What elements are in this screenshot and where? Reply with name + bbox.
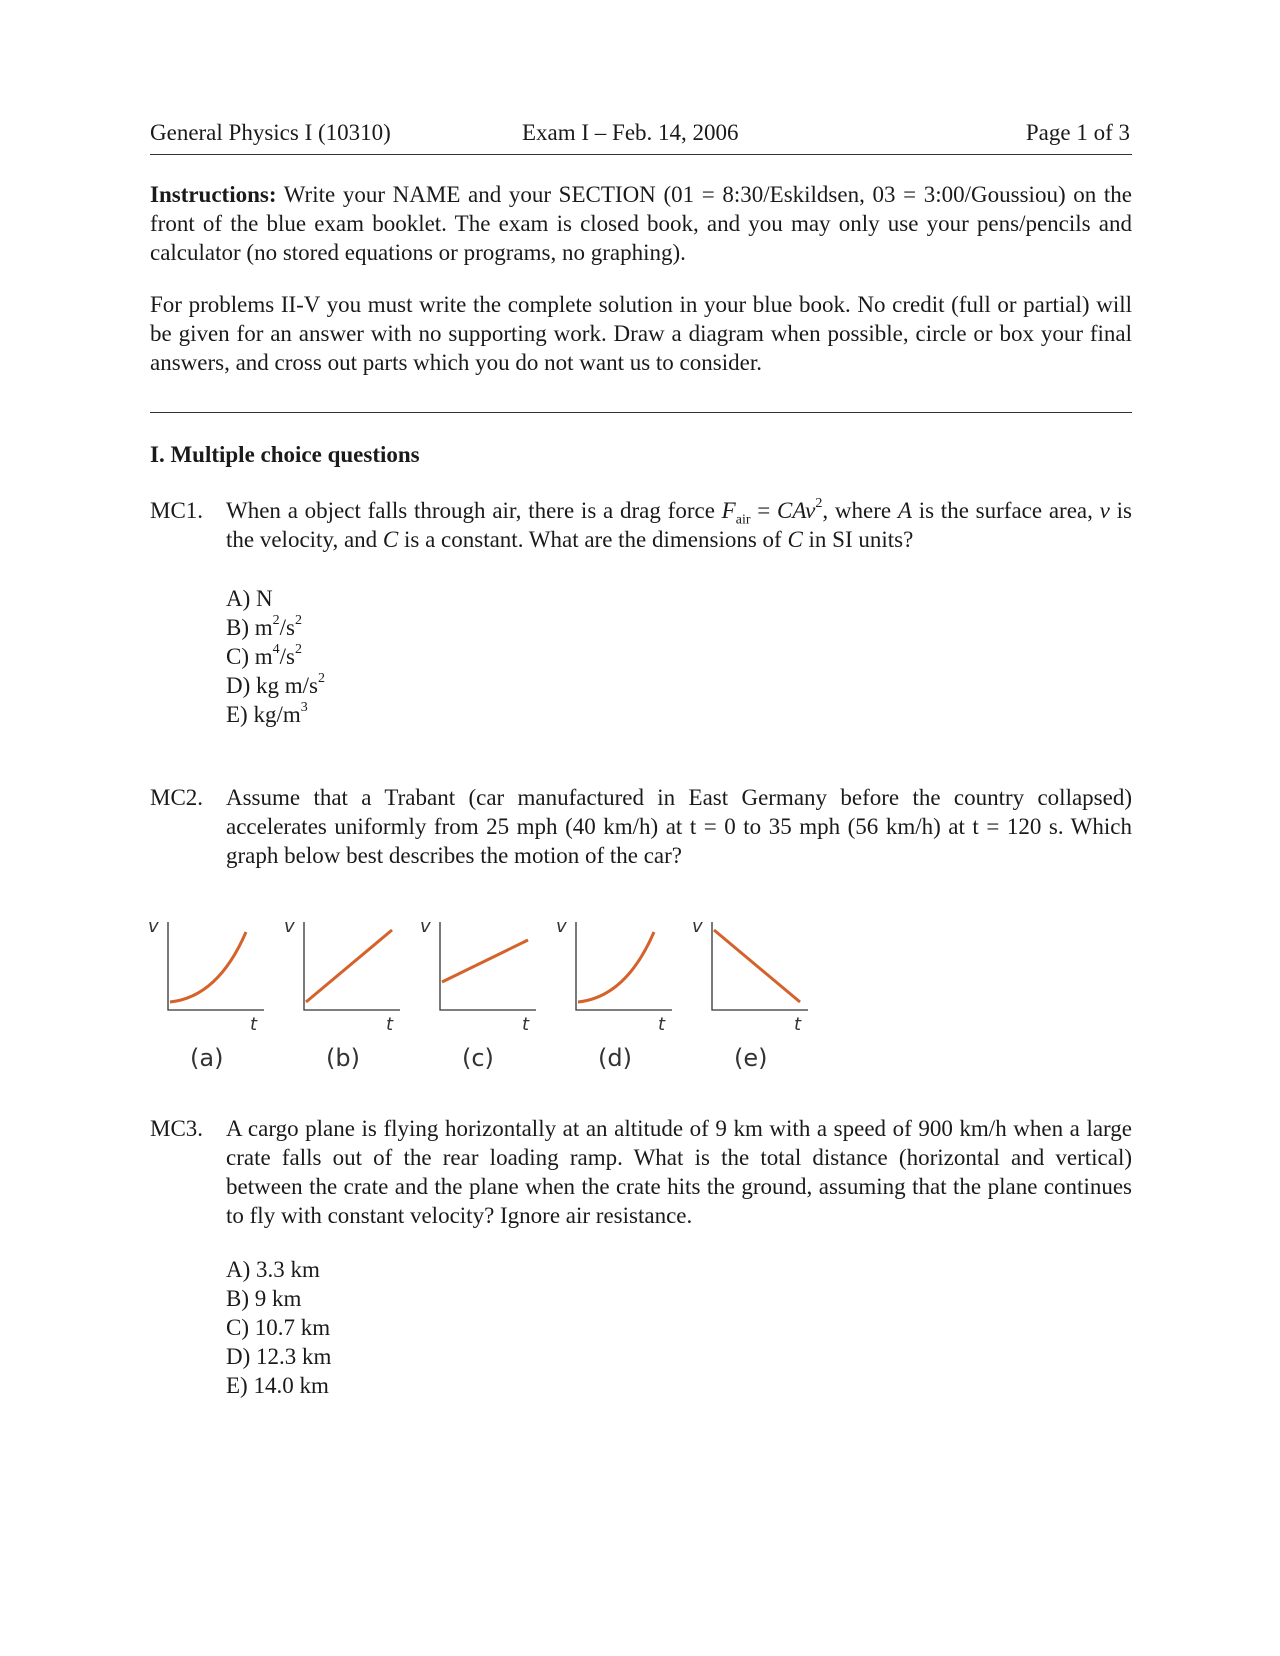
question-mc2 bbox=[150, 783, 1132, 873]
question-number: MC3. bbox=[150, 1116, 204, 1141]
question-text: Assume that a Trabant (car manufactured in East Germany before the country collapsed) accelerates uniformly from 25 mph (40 km/h) at t = 0 to 35 mph (56 km/h) at t = 120 s. Which graph below best describes the motion of the car? bbox=[226, 785, 1132, 868]
mc1-options bbox=[226, 584, 325, 729]
axis-label-v: v bbox=[420, 916, 431, 937]
axis-label-v: v bbox=[284, 916, 295, 937]
question-mc1 bbox=[150, 496, 1132, 556]
question-mc3 bbox=[150, 1114, 1132, 1234]
question-number: MC1. bbox=[150, 498, 204, 523]
instructions-text: Write your NAME and your SECTION (01 = 8:30/Eskildsen, 03 = 3:00/Goussiou) on the front of the blue exam booklet. The exam is closed book, and you may only use your pens/pencils and calculator (no stored equations or programs, no graphing). bbox=[150, 182, 1132, 265]
question-text: When a object falls through air, there is a drag force $F_{air} = CAv^2$, where A is the surface area, v is the velocity, and C is a constant. What are the dimensions of C in SI units? bbox=[226, 496, 1132, 552]
option-c[interactable]: C) $m^4/s^2$ bbox=[226, 642, 302, 669]
exam-title: Exam I – Feb. 14, 2006 bbox=[522, 120, 739, 145]
curve bbox=[714, 930, 800, 1002]
axes bbox=[576, 922, 672, 1010]
option-e[interactable]: E) 14.0 km bbox=[226, 1373, 329, 1398]
curve bbox=[442, 940, 528, 982]
problems-note: For problems II-V you must write the complete solution in your blue book. No credit (full or partial) will be given for an answer with no supporting work. Draw a diagram when possible, circle or box your final answers, and cross out parts which you do not want us to consider. bbox=[150, 292, 1132, 375]
axis-label-v: v bbox=[148, 916, 159, 937]
course-title: General Physics I (10310) bbox=[150, 120, 391, 145]
axis-label-t: t bbox=[522, 1014, 530, 1035]
mc3-options bbox=[226, 1255, 331, 1400]
option-b[interactable]: B) $m^2/s^2$ bbox=[226, 613, 302, 640]
option-b[interactable]: B) 9 km bbox=[226, 1286, 302, 1311]
option-a[interactable]: A) 3.3 km bbox=[226, 1257, 320, 1282]
question-number: MC2. bbox=[150, 785, 204, 810]
axis-label-v: v bbox=[692, 916, 703, 937]
axis-label-t: t bbox=[250, 1014, 258, 1035]
instructions-paragraph bbox=[150, 180, 1132, 267]
instructions-label: Instructions: bbox=[150, 182, 277, 207]
graph-d bbox=[556, 916, 672, 1072]
option-c[interactable]: C) 10.7 km bbox=[226, 1315, 331, 1340]
option-d[interactable]: D) 12.3 km bbox=[226, 1344, 332, 1369]
question-text: A cargo plane is flying horizontally at an altitude of 9 km with a speed of 900 km/h when a large crate falls out of the rear loading ramp. What is the total distance (horizontal and vertical) between the crate and the plane when the crate hits the ground, assuming that the plane continues to fly with constant velocity? Ignore air resistance. bbox=[226, 1116, 1132, 1228]
axis-label-t: t bbox=[794, 1014, 802, 1035]
axis-label-t: t bbox=[386, 1014, 394, 1035]
curve bbox=[170, 932, 246, 1002]
graph-c bbox=[420, 916, 536, 1072]
axes bbox=[168, 922, 264, 1010]
graph-e bbox=[692, 916, 808, 1072]
axes bbox=[440, 922, 536, 1010]
graph-label: (e) bbox=[734, 1044, 768, 1072]
curve bbox=[306, 930, 392, 1002]
option-a[interactable]: A) N bbox=[226, 586, 273, 611]
graph-a bbox=[148, 916, 264, 1072]
option-e[interactable]: E) $kg/m^3$ bbox=[226, 700, 308, 727]
divider bbox=[150, 412, 1132, 413]
graph-label: (d) bbox=[598, 1044, 632, 1072]
section-title: I. Multiple choice questions bbox=[150, 442, 420, 467]
graph-label: (c) bbox=[462, 1044, 494, 1072]
page-header bbox=[150, 120, 1132, 155]
graph-label: (a) bbox=[190, 1044, 224, 1072]
axis-label-t: t bbox=[658, 1014, 666, 1035]
curve bbox=[578, 932, 654, 1002]
page-number: Page 1 of 3 bbox=[1025, 120, 1130, 145]
axis-label-v: v bbox=[556, 916, 567, 937]
graph-b bbox=[284, 916, 400, 1072]
option-d[interactable]: D) kg $m/s^2$ bbox=[226, 671, 325, 698]
graph-label: (b) bbox=[326, 1044, 360, 1072]
mc2-graphs bbox=[150, 900, 1110, 1080]
